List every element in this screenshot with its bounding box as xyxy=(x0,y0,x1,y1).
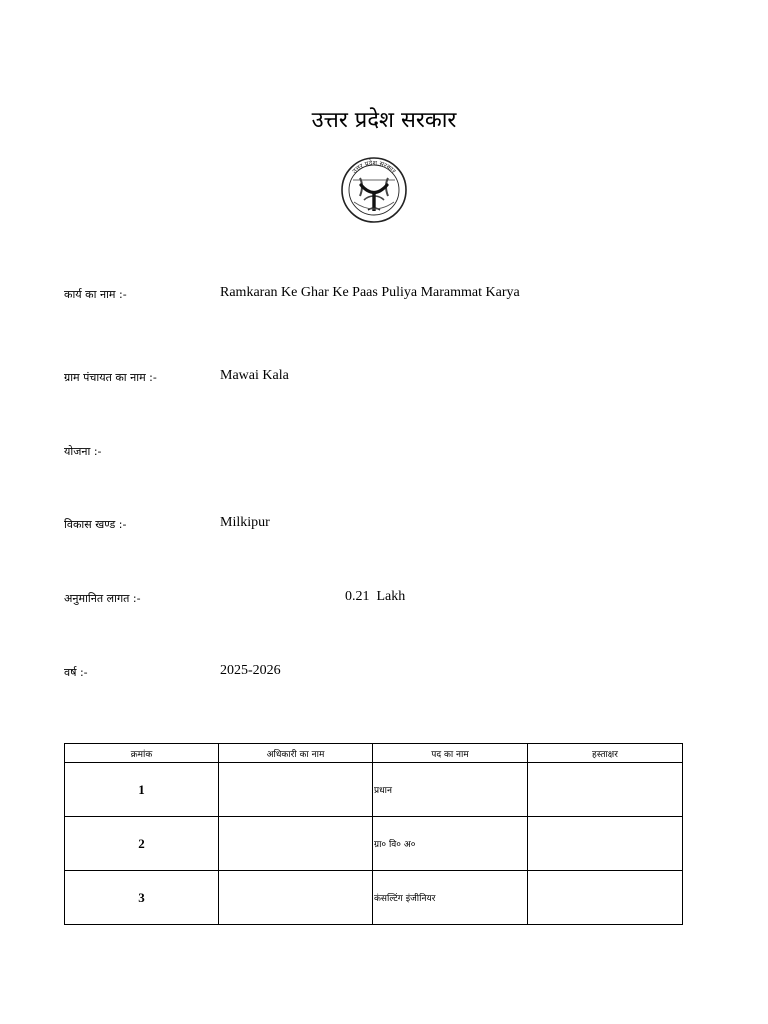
page-title: उत्तर प्रदेश सरकार xyxy=(311,108,457,133)
table-row xyxy=(65,817,683,871)
table-row xyxy=(65,871,683,925)
officer-name-cell xyxy=(219,871,373,925)
year-row xyxy=(64,663,704,687)
signature-cell xyxy=(528,817,683,871)
header-serial: क्रमांक xyxy=(65,744,219,763)
year-value: 2025-2026 xyxy=(220,663,281,678)
scheme-row xyxy=(64,442,704,466)
post-cell: प्रधान xyxy=(373,763,528,817)
serial-cell: 3 xyxy=(65,871,219,925)
officer-name-cell xyxy=(219,817,373,871)
work-name-label: कार्य का नाम :- xyxy=(64,288,127,301)
post-cell: कंसल्टिंग इंजीनियर xyxy=(373,871,528,925)
block-value: Milkipur xyxy=(220,515,270,530)
estimated-cost-row xyxy=(64,589,704,613)
header-signature: हस्ताक्षर xyxy=(528,744,683,763)
block-label: विकास खण्ड :- xyxy=(64,518,127,531)
scheme-label: योजना :- xyxy=(64,445,102,458)
post-cell: ग्रा० वि० अ० xyxy=(373,817,528,871)
estimated-cost-label: अनुमानित लागत :- xyxy=(64,592,141,605)
up-government-seal-icon xyxy=(340,156,408,224)
work-name-value: Ramkaran Ke Ghar Ke Paas Puliya Marammat Karya xyxy=(220,285,520,300)
signature-table xyxy=(64,743,683,925)
svg-text:उत्तर प्रदेश सरकार: उत्तर प्रदेश सरकार xyxy=(350,158,398,176)
gram-panchayat-value: Mawai Kala xyxy=(220,368,289,383)
serial-cell: 1 xyxy=(65,763,219,817)
table-header-row xyxy=(65,744,683,763)
header-officer-name: अधिकारी का नाम xyxy=(219,744,373,763)
year-label: वर्ष :- xyxy=(64,666,88,679)
estimated-cost-value: 0.21 Lakh xyxy=(345,589,406,604)
serial-cell: 2 xyxy=(65,817,219,871)
work-name-row xyxy=(64,285,704,309)
officer-name-cell xyxy=(219,763,373,817)
signature-cell xyxy=(528,763,683,817)
gram-panchayat-row xyxy=(64,368,704,392)
block-row xyxy=(64,515,704,539)
header-post-name: पद का नाम xyxy=(373,744,528,763)
gram-panchayat-label: ग्राम पंचायत का नाम :- xyxy=(64,371,157,384)
table-row xyxy=(65,763,683,817)
signature-cell xyxy=(528,871,683,925)
